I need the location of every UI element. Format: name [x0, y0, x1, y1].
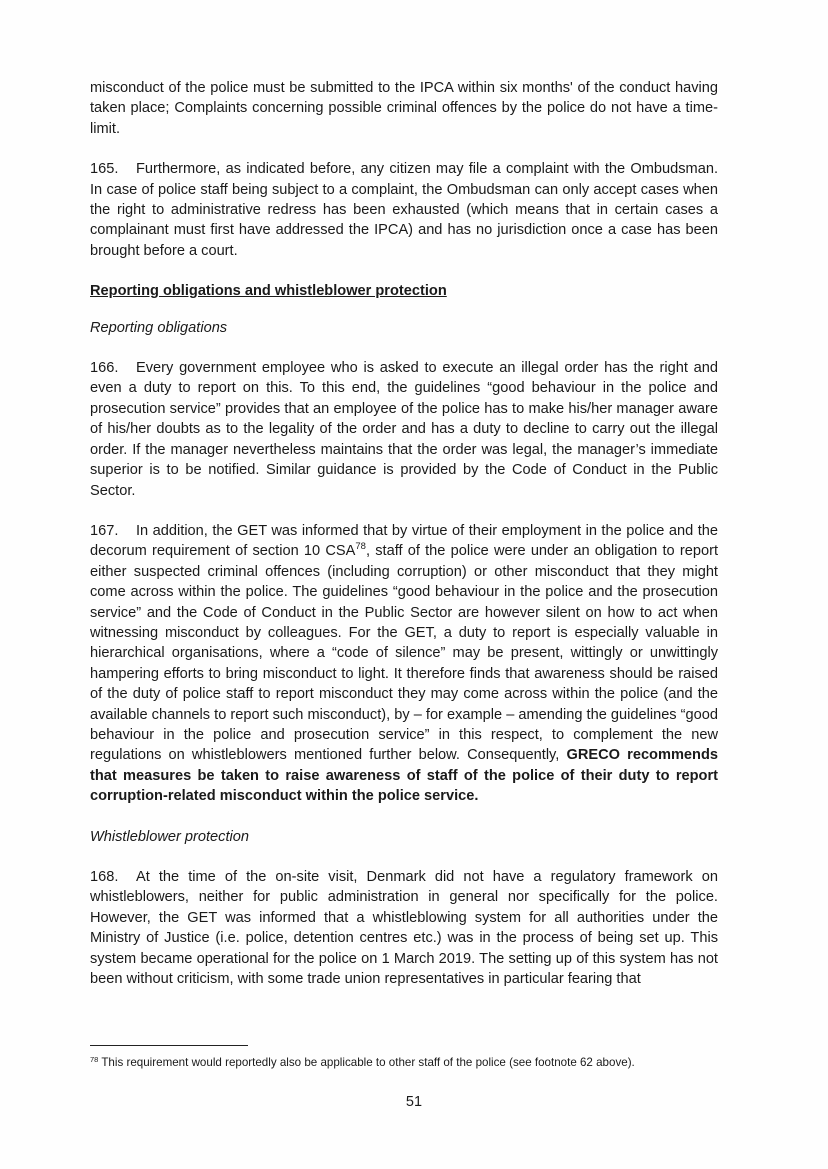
paragraph-number: 168. — [90, 869, 119, 885]
paragraph-168 — [90, 867, 718, 989]
paragraph-text: At the time of the on-site visit, Denmark did not have a regulatory framework on whistleblowers, neither for public administration in general nor specifically for the police. However, the GET was informed that a whistleblowing system for all authorities under the Ministry of Justice (i.e. police, detention centres etc.) was in the process of being set up. This system became operational for the police on 1 March 2019. The setting up of this system has not been without criticism, with some trade union representatives in particular fearing that — [90, 869, 718, 988]
paragraph-text: Furthermore, as indicated before, any citizen may file a complaint with the Ombudsman. In case of police staff being subject to a complaint, the Ombudsman can only accept cases when the right to administrative redress has been exhausted (which means that in certain cases a complainant must first have addressed the IPCA) and has no jurisdiction once a case has been brought before a court. — [90, 161, 718, 259]
recommendation-text: GRECO recommends that measures be taken to raise awareness of staff of the police of their duty to report corruption-related misconduct within the police service. — [90, 747, 718, 805]
paragraph-continuation: misconduct of the police must be submitted to the IPCA within six months' of the conduct having taken place; Complaints concerning possible criminal offences by the police do not have a time-limit. — [90, 80, 718, 137]
subheading-whistleblower: Whistleblower protection — [90, 828, 249, 845]
paragraph-165 — [90, 159, 718, 261]
section-heading: Reporting obligations and whistleblower protection — [90, 283, 447, 300]
footnote-marker: 78 — [90, 1055, 99, 1064]
page-number: 51 — [405, 1094, 423, 1110]
paragraph-text: In addition, the GET was informed that by virtue of their employment in the police and the decorum requirement of section 10 CSA — [90, 522, 718, 560]
paragraph-166 — [90, 358, 718, 501]
paragraph-number: 167. — [90, 522, 119, 539]
paragraph-text-cont: , staff of the police were under an obligation to report either suspected criminal offences (including corruption) or other misconduct that they might come across within the police. The guidelines “good behaviour in the police and the prosecution service” and the Code of Conduct in the Public Sector are however silent on how to act when witnessing misconduct by colleagues. For the GET, a duty to report is especially valuable in hierarchical organisations, where a “code of silence” may be present, wittingly or unwittingly hampering efforts to bring misconduct to light. It therefore finds that awareness should be raised of the duty of police staff to report misconduct they may come across within the police (and the available channels to report such misconduct), by – for example – amending the guidelines “good behaviour in the police and prosecution service” in this respect, to complement the new regulations on whistleblowers mentioned further below. Consequently, — [90, 543, 719, 764]
paragraph-167 — [90, 521, 718, 807]
footnote-text: This requirement would reportedly also be applicable to other staff of the police (see footnote 62 above). — [98, 1056, 635, 1069]
paragraph-number: 165. — [90, 161, 119, 178]
paragraph-number: 166. — [90, 360, 119, 377]
footnote-separator — [90, 1045, 248, 1046]
paragraph-text: Every government employee who is asked to execute an illegal order has the right and even a duty to report on this. To this end, the guidelines “good behaviour in the police and prosecution service” provides that an employee of the police has to make his/her manager aware of his/her doubts as to the legality of the order and has a duty to decline to carry out the illegal order. If the manager nevertheless maintains that the order was legal, the manager’s immediate superior is to be notified. Similar guidance is provided by the Code of Conduct in the Public Sector. — [90, 360, 718, 499]
subheading-reporting: Reporting obligations — [90, 319, 228, 336]
footnote — [90, 1056, 730, 1069]
page-body — [90, 78, 718, 1009]
footnote-reference[interactable]: 78 — [355, 541, 366, 553]
